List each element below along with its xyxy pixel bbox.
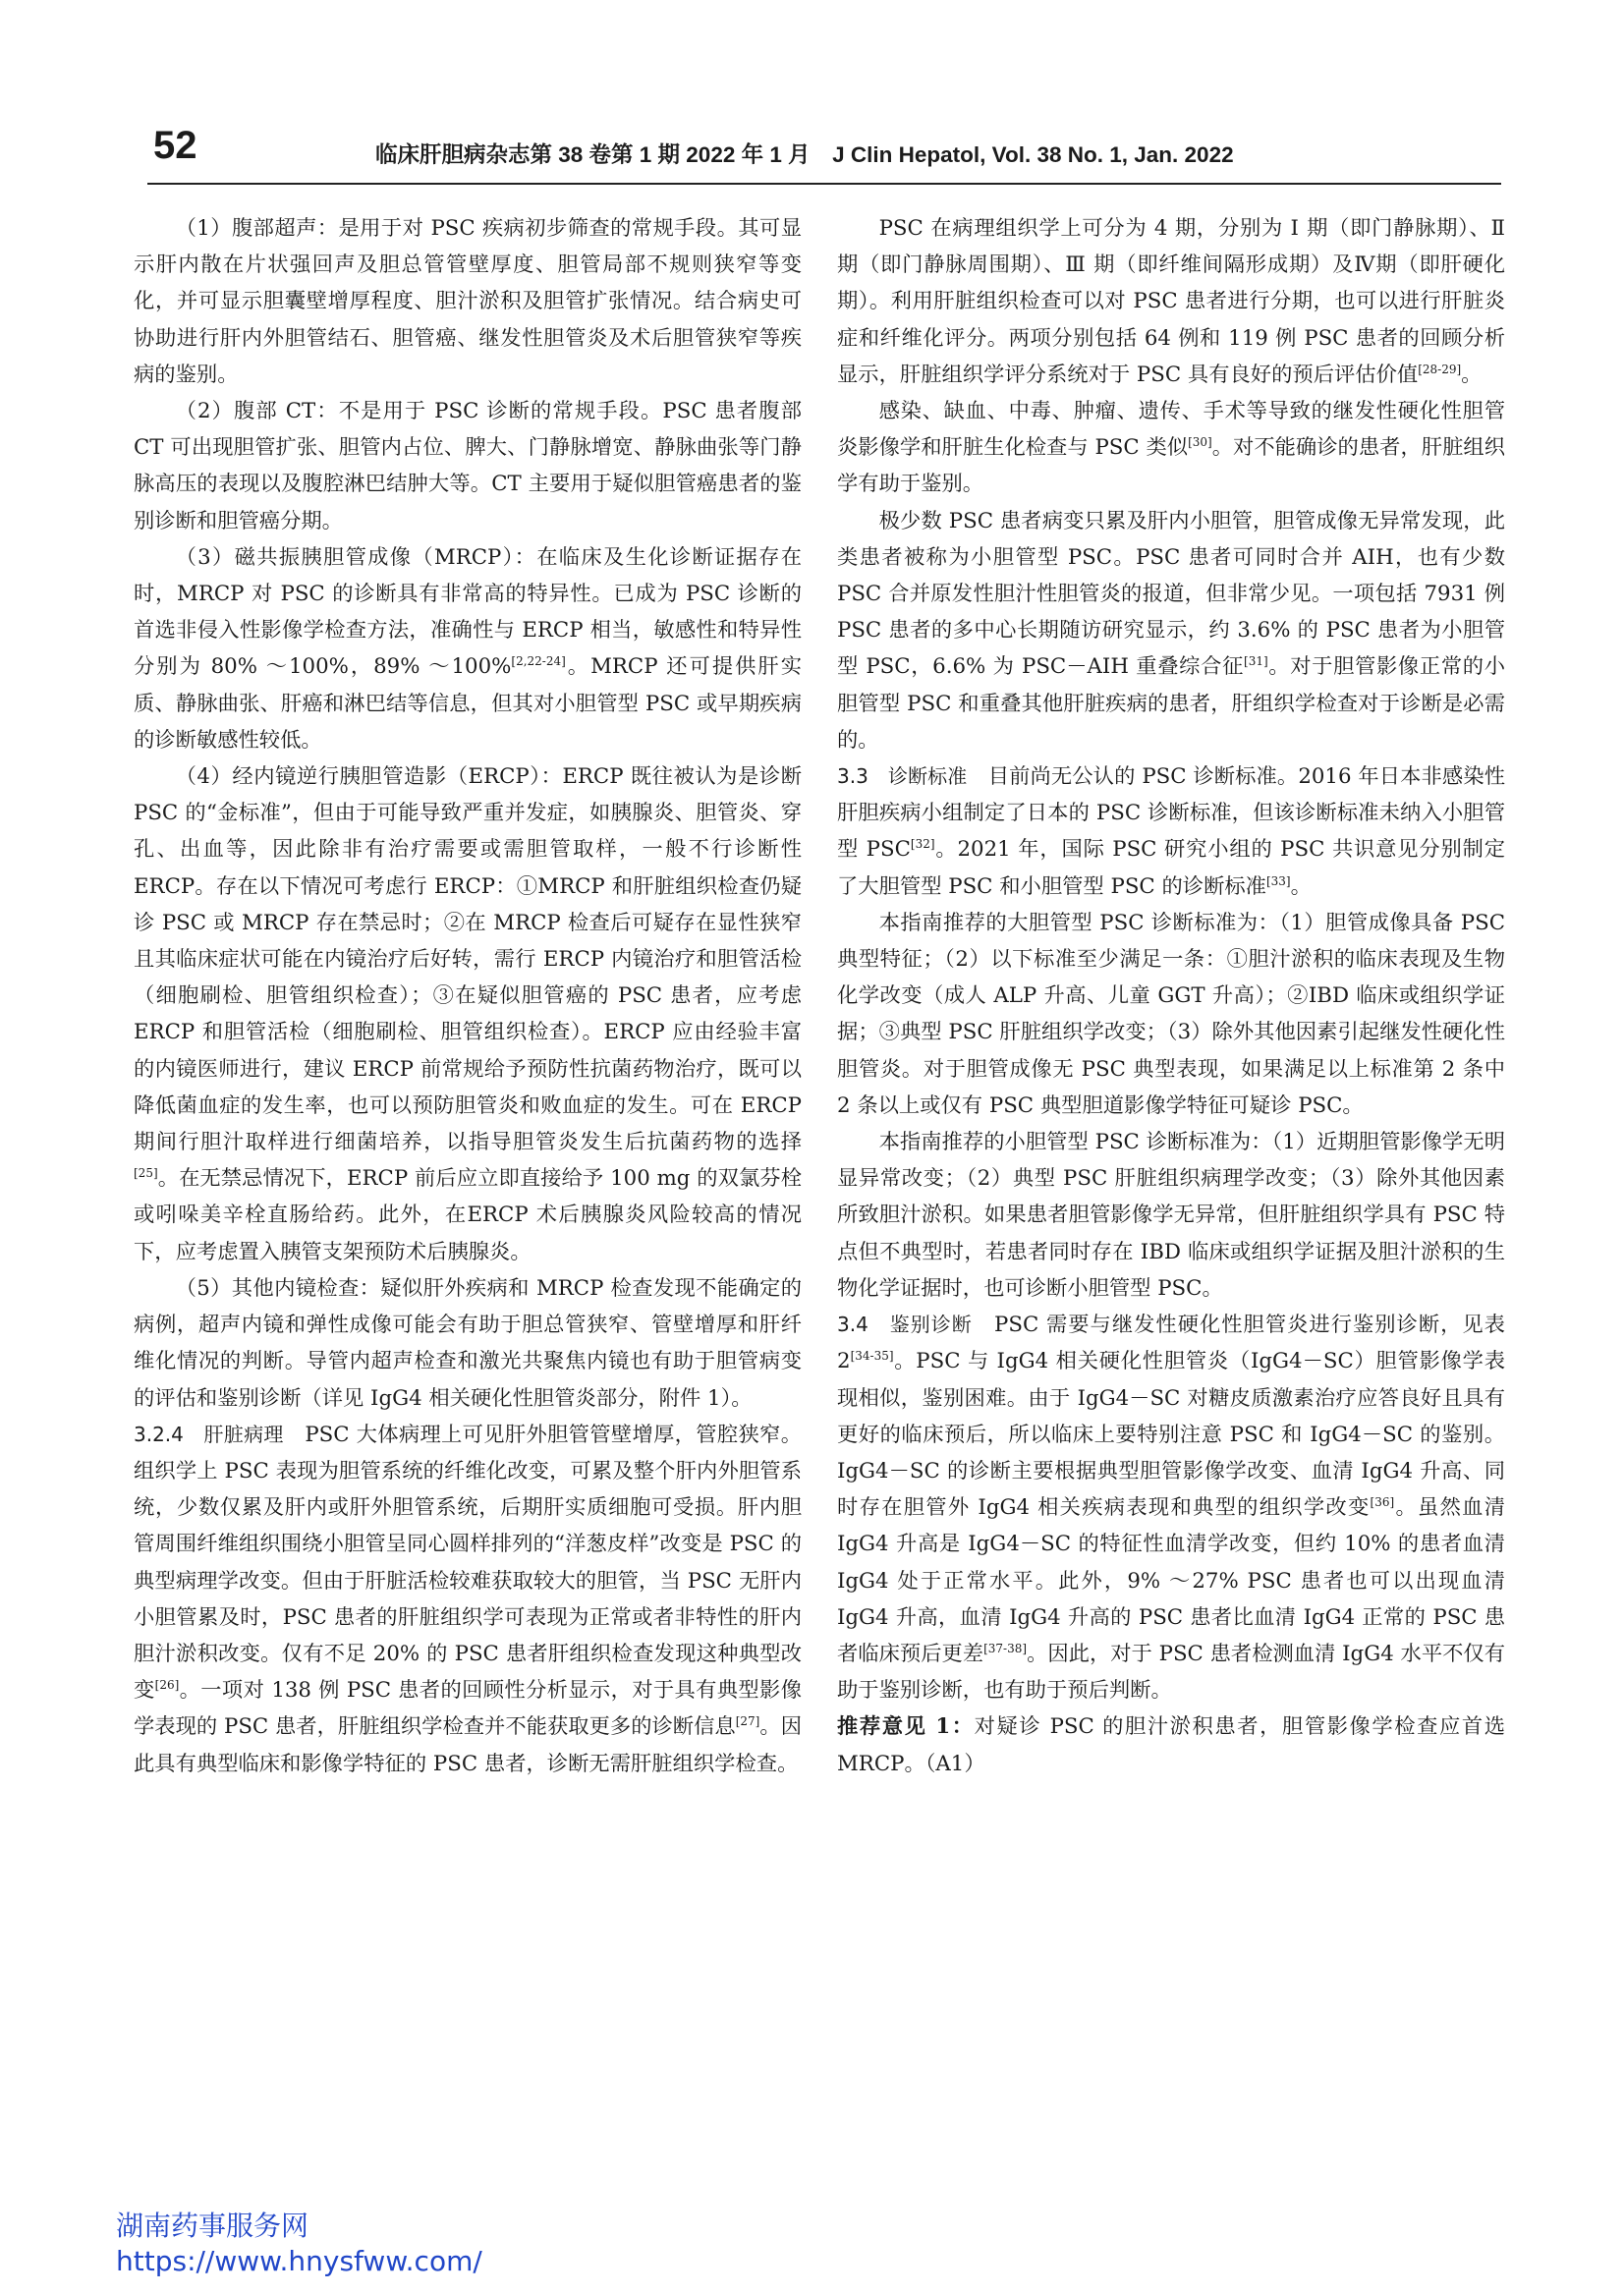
paragraph-small-duct: 极少数 PSC 患者病变只累及肝内小胆管，胆管成像无异常发现，此类患者被称为小胆管型 PSC。PSC 患者可同时合并 AIH，也有少数 PSC 合并原发性胆汁性胆管炎的报道，但非常少见。一项包括 7931 例 PSC 患者的多中心长期随访研究显示，约 3.6% 的 PSC 患者为小胆管型 PSC，6.6% 为 PSC－AIH 重叠综合征[31]。对于胆管影像正常的小胆管型 PSC 和重叠其他肝脏疾病的患者，肝组织学检查对于诊断是必需的。 (837, 508, 1505, 753)
paragraph-differential: 3.4 鉴别诊断 PSC 需要与继发性硬化性胆管炎进行鉴别诊断，见表 2[34-35]。PSC 与 IgG4 相关硬化性胆管炎（IgG4－SC）胆管影像学表现相似，鉴别困难。由于 IgG4－SC 对糖皮质激素治疗应答良好且具有更好的临床预后，所以临床上要特别注意 PSC 和 IgG4－SC 的鉴别。IgG4－SC 的诊断主要根据典型胆管影像学改变、血清 IgG4 升高、同时存在胆管外 IgG4 相关疾病表现和典型的组织学改变[36]。虽然血清 IgG4 升高是 IgG4－SC 的特征性血清学改变，但约 10% 的患者血清 IgG4 处于正常水平。此外，9% ～27% PSC 患者也可以出现血清 IgG4 升高，血清 IgG4 升高的 PSC 患者比血清 IgG4 正常的 PSC 患者临床预后更差[37-38]。因此，对于 PSC 患者检测血清 IgG4 水平不仅有助于鉴别诊断，也有助于预后判断。 (837, 1313, 1506, 1704)
recommendation-label: 推荐意见 1： (837, 1714, 975, 1740)
paragraph-liver-pathology: 3.2.4 肝脏病理 PSC 大体病理上可见肝外胆管管壁增厚，管腔狭窄。组织学上 PSC 表现为胆管系统的纤维化改变，可累及整个肝内外胆管系统，少数仅累及肝内或肝外胆管系统，后期肝实质细胞可受损。肝内胆管周围纤维组织围绕小胆管呈同心圆样排列的“洋葱皮样”改变是 PSC 的典型病理学改变。但由于肝脏活检较难获取较大的胆管，当 PSC 无肝内小胆管累及时，PSC 患者的肝脏组织学可表现为正常或者非特性的肝内胆汁淤积改变。仅有不足 20% 的 PSC 患者肝组织检查发现这种典型改变[26]。一项对 138 例 PSC 患者的回顾性分析显示，对于具有典型影像学表现的 PSC 患者，肝脏组织学检查并不能获取更多的诊断信息[27]。因此具有典型临床和影像学特征的 PSC 患者，诊断无需肝脏组织学检查。 (134, 1422, 802, 1776)
citation: [37-38] (983, 1641, 1028, 1655)
citation: [34-35] (850, 1349, 894, 1364)
citation: [32] (910, 837, 935, 852)
citation: [33] (1265, 873, 1291, 888)
paragraph-staging: PSC 在病理组织学上可分为 4 期，分别为 Ⅰ 期（即门静脉期）、Ⅱ 期（即门静脉周围期）、Ⅲ 期（即纤维间隔形成期）及Ⅳ期（即肝硬化期）。利用肝脏组织检查可以对 PSC 患者进行分期，也可以进行肝脏炎症和纤维化评分。两项分别包括 64 例和 119 例 PSC 患者的回顾分析显示，肝脏组织学评分系统对于 PSC 具有良好的预后评估价值[28-29]。 (837, 216, 1505, 387)
paragraph-ct: （2）腹部 CT：不是用于 PSC 诊断的常规手段。PSC 患者腹部 CT 可出现胆管扩张、胆管内占位、脾大、门静脉增宽、静脉曲张等门静脉高压的表现以及腹腔淋巴结肿大等。CT 主要用于疑似胆管癌患者的鉴别诊断和胆管癌分期。 (134, 399, 802, 533)
paragraph-ultrasound: （1）腹部超声：是用于对 PSC 疾病初步筛查的常规手段。其可显示肝内散在片状强回声及胆总管管壁厚度、胆管局部不规则狭窄等变化，并可显示胆囊壁增厚程度、胆汁淤积及胆管扩张情况。结合病史可协助进行肝内外胆管结石、胆管癌、继发性胆管炎及术后胆管狭窄等疾病的鉴别。 (134, 216, 802, 387)
citation: [2,22-24] (511, 654, 566, 669)
page-header (147, 118, 1503, 187)
citation: [30] (1188, 435, 1212, 450)
section-heading: 3.3 诊断标准 (837, 764, 968, 789)
paragraph-diagnostic-criteria: 3.3 诊断标准 目前尚无公认的 PSC 诊断标准。2016 年日本非感染性肝胆疾病小组制定了日本的 PSC 诊断标准，但该诊断标准未纳入小胆管型 PSC[32]。2021 年，国际 PSC 研究小组的 PSC 共识意见分别制定了大胆管型 PSC 和小胆管型 PSC 的诊断标准[33]。 (837, 764, 1505, 899)
citation: [31] (1244, 654, 1268, 669)
section-heading: 3.4 鉴别诊断 (837, 1313, 973, 1337)
paragraph-ercp: （4）经内镜逆行胰胆管造影（ERCP）：ERCP 既往被认为是诊断 PSC 的“金标准”，但由于可能导致严重并发症，如胰腺炎、胆管炎、穿孔、出血等，因此除非有治疗需要或需胆管取样，一般不行诊断性 ERCP。存在以下情况可考虑行 ERCP：①MRCP 和肝脏组织检查仍疑诊 PSC 或 MRCP 存在禁忌时；②在 MRCP 检查后可疑存在显性狭窄且其临床症状可能在内镜治疗后好转，需行 ERCP 内镜治疗和胆管活检（细胞刷检、胆管组织检查）；③在疑似胆管癌的 PSC 患者，应考虑 ERCP 和胆管活检（细胞刷检、胆管组织检查）。ERCP 应由经验丰富的内镜医师进行，建议 ERCP 前常规给予预防性抗菌药物治疗，既可以降低菌血症的发生率，也可以预防胆管炎和败血症的发生。可在 ERCP 期间行胆汁取样进行细菌培养，以指导胆管炎发生后抗菌药物的选择[25]。在无禁忌情况下，ERCP 前后应立即直接给予 100 mg 的双氯芬栓或吲哚美辛栓直肠给药。此外，在ERCP 术后胰腺炎风险较高的情况下，应考虑置入胰管支架预防术后胰腺炎。 (134, 764, 802, 1264)
footer-watermark[interactable] (116, 2209, 482, 2279)
right-column (837, 210, 1505, 1782)
recommendation-1: 推荐意见 1：对疑诊 PSC 的胆汁淤积患者，胆管影像学检查应首选 MRCP。（A1） (837, 1714, 1505, 1776)
citation: [28-29] (1418, 362, 1462, 376)
paragraph-large-duct-criteria: 本指南推荐的大胆管型 PSC 诊断标准为：（1）胆管成像具备 PSC 典型特征；（2）以下标准至少满足一条：①胆汁淤积的临床表现及生物化学改变（成人 ALP 升高、儿童 GGT 升高）；②IBD 临床或组织学证据；③典型 PSC 肝脏组织学改变；（3）除外其他因素引起继发性硬化性胆管炎。对于胆管成像无 PSC 典型表现，如果满足以上标准第 2 条中 2 条以上或仅有 PSC 典型胆道影像学特征可疑诊 PSC。 (837, 910, 1505, 1118)
section-heading: 3.2.4 肝脏病理 (134, 1422, 284, 1446)
page-number: 52 (153, 124, 197, 167)
paragraph-small-duct-criteria: 本指南推荐的小胆管型 PSC 诊断标准为：（1）近期胆管影像学无明显异常改变；（2）典型 PSC 肝脏组织病理学改变；（3）除外其他因素所致胆汁淤积。如果患者胆管影像学无异常，但肝脏组织学具有 PSC 特点但不典型时，若患者同时存在 IBD 临床或组织学证据及胆汁淤积的生物化学证据时，也可诊断小胆管型 PSC。 (837, 1130, 1505, 1301)
site-url-link[interactable]: https://www.hnysfww.com/ (116, 2245, 482, 2277)
left-column (134, 210, 802, 1782)
site-name: 湖南药事服务网 (116, 2210, 309, 2242)
citation: [36] (1370, 1495, 1395, 1510)
journal-citation: 临床肝胆病杂志第 38 卷第 1 期 2022 年 1 月 J Clin Hepatol, Vol. 38 No. 1, Jan. 2022 (375, 142, 1234, 167)
paragraph-mrcp: （3）磁共振胰胆管成像（MRCP）：在临床及生化诊断证据存在时，MRCP 对 PSC 的诊断具有非常高的特异性。已成为 PSC 诊断的首选非侵入性影像学检查方法，准确性与 ERCP 相当，敏感性和特异性分别为 80% ～100%，89% ～100%[2,22-24]。MRCP 还可提供肝实质、静脉曲张、肝癌和淋巴结等信息，但其对小胆管型 PSC 或早期疾病的诊断敏感性较低。 (134, 544, 802, 753)
header-rule (147, 183, 1501, 185)
citation: [26] (154, 1678, 180, 1693)
paragraph-other-endoscopy: （5）其他内镜检查：疑似肝外疾病和 MRCP 检查发现不能确定的病例，超声内镜和弹性成像可能会有助于胆总管狭窄、管壁增厚和肝纤维化情况的判断。导管内超声检查和激光共聚焦内镜也有助于胆管病变的评估和鉴别诊断（详见 IgG4 相关硬化性胆管炎部分，附件 1）。 (134, 1275, 802, 1411)
citation: [27] (735, 1714, 760, 1729)
citation: [25] (134, 1166, 158, 1181)
paragraph-secondary: 感染、缺血、中毒、肿瘤、遗传、手术等导致的继发性硬化性胆管炎影像学和肝脏生化检查与 PSC 类似[30]。对不能确诊的患者，肝脏组织学有助于鉴别。 (837, 399, 1505, 497)
